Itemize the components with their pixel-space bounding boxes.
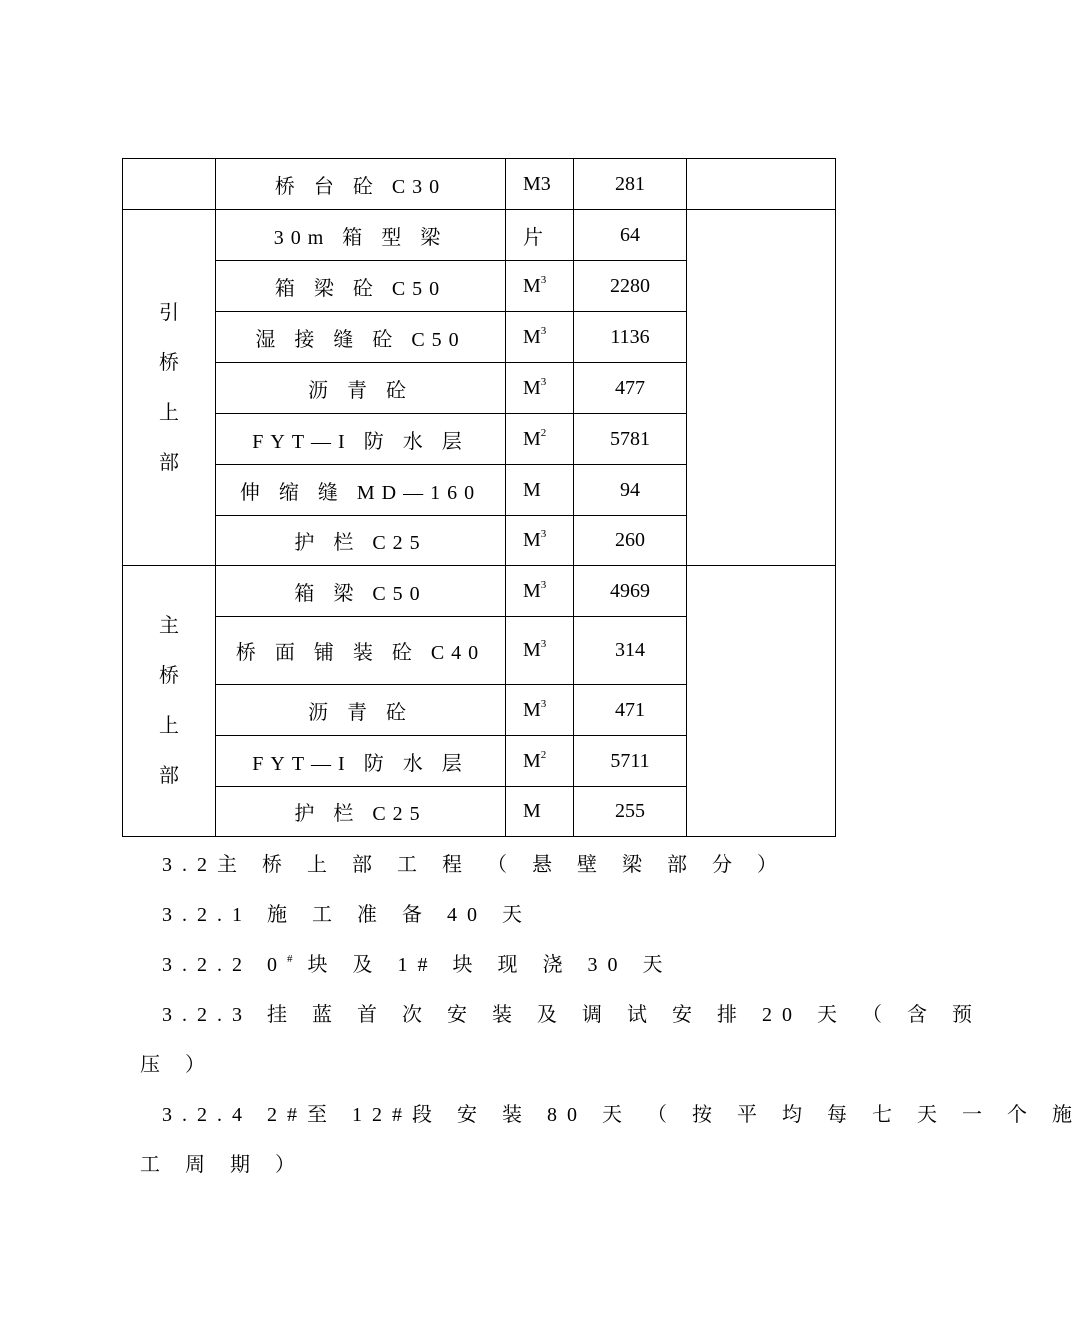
- group-label-char: 桥: [159, 665, 179, 687]
- item-cell: 护 栏 C25: [216, 516, 506, 566]
- item-cell: FYT—I 防 水 层: [216, 736, 506, 787]
- group-cell-empty: [123, 159, 216, 210]
- group-label: [159, 288, 179, 488]
- quantity-cell: 1136: [574, 312, 687, 363]
- unit-text: M: [523, 478, 541, 501]
- unit-superscript: 3: [540, 638, 547, 650]
- unit-superscript: 2: [540, 426, 547, 439]
- quantity-cell: 2280: [574, 261, 687, 312]
- unit-cell: [506, 787, 574, 837]
- quantity-cell: 94: [574, 465, 687, 516]
- unit-cell: [506, 210, 574, 261]
- item-cell: 沥 青 砼: [216, 685, 506, 736]
- quantity-table-body: [123, 159, 836, 837]
- item-cell: 桥 台 砼 C30: [216, 159, 506, 210]
- item-cell: 湿 接 缝 砼 C50: [216, 312, 506, 363]
- unit-superscript: 3: [540, 697, 547, 710]
- unit-text: M: [523, 529, 541, 551]
- unit-text: 片: [523, 226, 543, 249]
- item-cell: FYT—I 防 水 层: [216, 414, 506, 465]
- unit-cell: [506, 261, 574, 312]
- unit-text: M: [523, 274, 541, 297]
- paragraph-text: 3.2.2 0: [162, 954, 287, 976]
- unit-cell: [506, 516, 574, 566]
- group-label-char: 主: [159, 615, 179, 637]
- table-row: [123, 159, 836, 210]
- unit-superscript: 3: [540, 324, 547, 337]
- item-cell: 沥 青 砼: [216, 363, 506, 414]
- remark-cell: [687, 566, 836, 837]
- group-label-cell: [123, 566, 216, 837]
- item-cell: 桥 面 铺 装 砼 C40: [216, 617, 506, 685]
- group-label-cell: [123, 210, 216, 566]
- unit-cell: [506, 465, 574, 516]
- paragraph-3-2-4-line2: 工 周 期 ）: [140, 1154, 305, 1176]
- unit-text: M: [523, 579, 541, 602]
- quantity-cell: 4969: [574, 566, 687, 617]
- quantity-cell: 5781: [574, 414, 687, 465]
- group-label-char: 上: [159, 401, 179, 424]
- paragraph-text: 块 及 1# 块 现 浇 30 天: [292, 954, 673, 976]
- quantity-cell: 314: [574, 617, 687, 685]
- unit-cell: [506, 363, 574, 414]
- unit-text: M: [523, 376, 541, 399]
- unit-superscript: 3: [540, 528, 547, 540]
- paragraph-3-2-4-line1: 3.2.4 2#至 12#段 安 装 80 天 （ 按 平 均 每 七 天 一 个 施: [162, 1104, 1082, 1126]
- group-label-char: 引: [159, 301, 179, 324]
- unit-superscript: 2: [540, 748, 547, 761]
- quantity-cell: 64: [574, 210, 687, 261]
- unit-cell: [506, 414, 574, 465]
- paragraph-3-2-2: [162, 948, 673, 977]
- table-row: [123, 566, 836, 617]
- quantity-cell: 281: [574, 159, 687, 210]
- item-cell: 箱 梁 砼 C50: [216, 261, 506, 312]
- quantity-cell: 255: [574, 787, 687, 837]
- group-label-char: 部: [159, 765, 179, 787]
- unit-text: M: [523, 639, 541, 661]
- item-cell: 箱 梁 C50: [216, 566, 506, 617]
- table-row: [123, 210, 836, 261]
- paragraph-3-2-1: 3.2.1 施 工 准 备 40 天: [162, 904, 532, 926]
- superscript: #: [287, 953, 293, 965]
- group-label: [159, 601, 179, 801]
- section-heading-3-2: 3.2主 桥 上 部 工 程 （ 悬 壁 梁 部 分 ）: [162, 854, 787, 876]
- item-cell: 30m 箱 型 梁: [216, 210, 506, 261]
- unit-text: M: [523, 800, 541, 822]
- unit-text: M: [523, 749, 541, 772]
- item-cell: 护 栏 C25: [216, 787, 506, 837]
- unit-superscript: 3: [540, 578, 547, 591]
- unit-cell: [506, 566, 574, 617]
- remark-cell: [687, 210, 836, 566]
- quantity-cell: 5711: [574, 736, 687, 787]
- unit-cell: [506, 685, 574, 736]
- paragraph-3-2-3-line1: 3.2.3 挂 蓝 首 次 安 装 及 调 试 安 排 20 天 （ 含 预: [162, 1004, 982, 1026]
- quantity-cell: 260: [574, 516, 687, 566]
- item-cell: 伸 缩 缝 MD—160: [216, 465, 506, 516]
- quantity-cell: 471: [574, 685, 687, 736]
- unit-text: M: [523, 698, 541, 721]
- unit-cell: [506, 736, 574, 787]
- paragraph-3-2-3-line2: 压 ）: [140, 1054, 215, 1076]
- group-label-char: 部: [159, 451, 179, 474]
- unit-text: M: [523, 325, 541, 348]
- unit-superscript: 3: [540, 375, 547, 388]
- unit-text: M: [523, 427, 541, 450]
- remark-cell: [687, 159, 836, 210]
- unit-cell: [506, 617, 574, 685]
- unit-cell: [506, 312, 574, 363]
- group-label-char: 桥: [159, 351, 179, 374]
- quantity-table: [122, 158, 836, 837]
- unit-superscript: 3: [540, 273, 547, 286]
- unit-cell: M3: [506, 159, 574, 210]
- quantity-cell: 477: [574, 363, 687, 414]
- group-label-char: 上: [159, 715, 179, 737]
